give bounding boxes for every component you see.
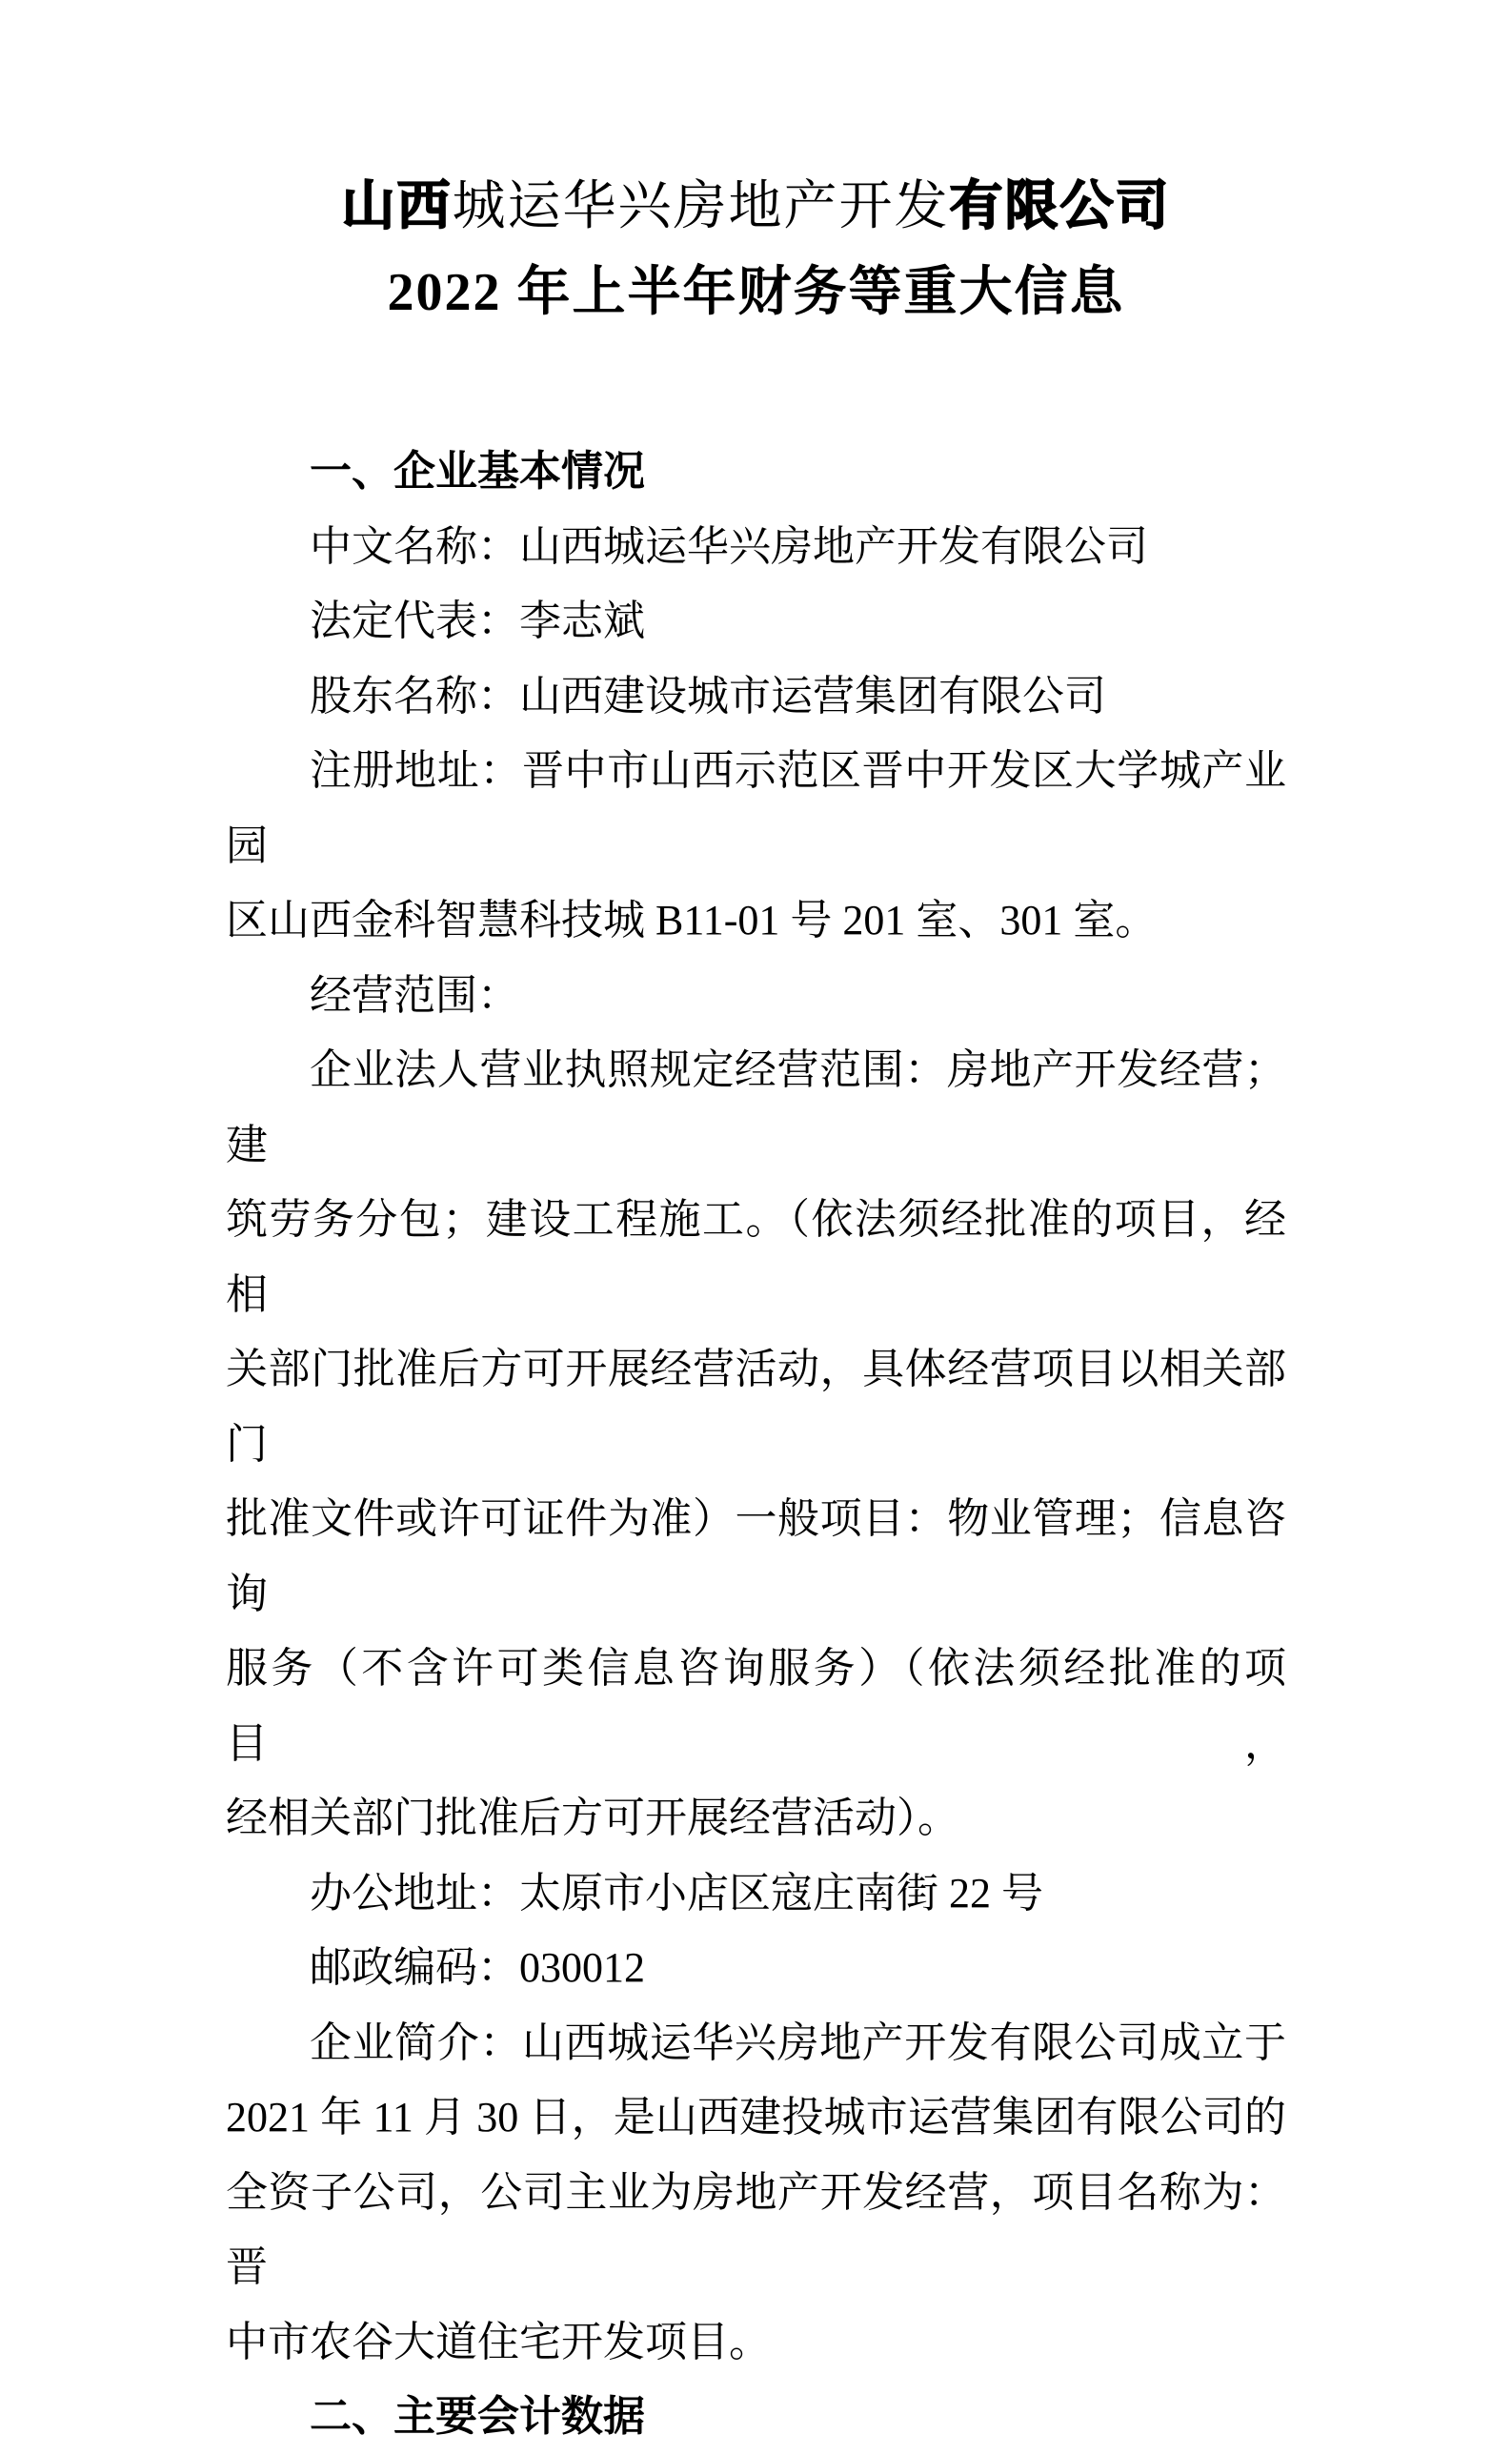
paragraph-line: 中市农谷大道住宅开发项目。 [226,2318,771,2365]
section-heading-1: 一、企业基本情况 [310,448,645,495]
paragraph-line: 经营范围： [310,971,519,1019]
paragraph-line: 办公地址：太原市小店区寇庄南街 22 号 [310,1869,1043,1917]
document-title [226,0,1286,335]
title-segment: 2022 年上半年财务等重大信息 [387,263,1125,322]
paragraph-line: 邮政编码：030012 [310,1944,645,1991]
title-line-1 [226,164,1286,250]
title-segment: 山西 [341,177,453,236]
paragraph-line: 关部门批准后方可开展经营活动，具体经营项目以相关部门 [226,1346,1286,1468]
paragraph-line: 筑劳务分包；建设工程施工。（依法须经批准的项目，经相 [226,1196,1286,1318]
section-heading-2: 二、主要会计数据 [310,2393,645,2440]
document-content [226,435,1286,2455]
paragraph-line: 全资子公司，公司主业为房地产开发经营，项目名称为：晋 [226,2168,1286,2290]
paragraph-line: 经相关部门批准后方可开展经营活动）。 [226,1795,959,1841]
paragraph-line: 批准文件或许可证件为准）一般项目：物业管理；信息咨询 [226,1495,1286,1617]
paragraph-line: 中文名称：山西城运华兴房地产开发有限公司 [310,522,1148,570]
paragraph-line: 服务（不含许可类信息咨询服务）（依法须经批准的项目， [226,1645,1286,1767]
title-segment: 城运华兴房地产开发 [452,177,950,236]
paragraph-line: 注册地址：晋中市山西示范区晋中开发区大学城产业园 [226,747,1286,869]
paragraph-line: 股东名称：山西建设城市运营集团有限公司 [310,672,1106,720]
paragraph-line: 企业简介：山西城运华兴房地产开发有限公司成立于 [310,2019,1286,2066]
paragraph-line: 企业法人营业执照规定经营范围：房地产开发经营；建 [226,1046,1286,1168]
title-line-2 [226,250,1286,335]
paragraph-line: 2021 年 11 月 30 日，是山西建投城市运营集团有限公司的 [226,2094,1286,2141]
paragraph-line: 法定代表：李志斌 [310,598,645,644]
title-segment: 有限公司 [949,177,1171,236]
paragraph-line: 区山西金科智慧科技城 B11-01 号 201 室、301 室。 [226,897,1158,943]
